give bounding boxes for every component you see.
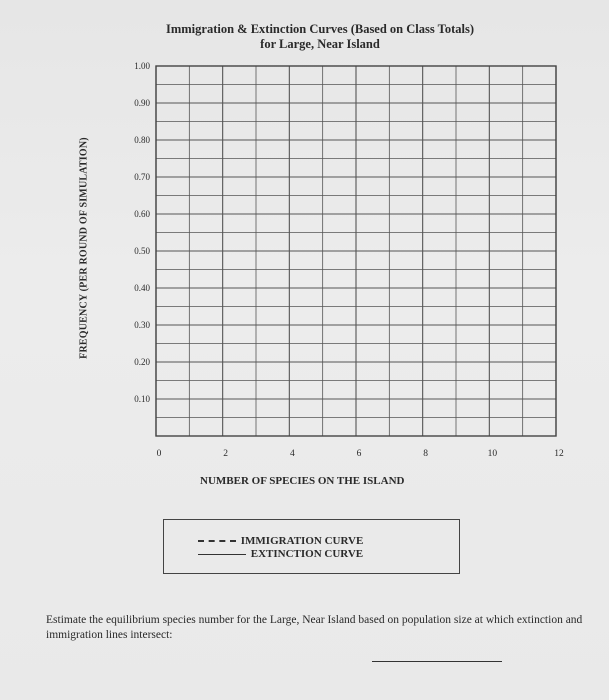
y-axis-label: FREQUENCY (PER ROUND OF SIMULATION) — [78, 137, 90, 359]
legend — [163, 519, 460, 574]
y-tick-label: 0.50 — [134, 246, 150, 256]
y-tick-label: 0.70 — [134, 172, 150, 182]
legend-extinction — [198, 548, 363, 560]
solid-line-icon — [198, 554, 246, 555]
legend-extinction-label: EXTINCTION CURVE — [250, 548, 364, 560]
x-tick-label: 12 — [554, 449, 564, 459]
x-tick-label: 2 — [223, 449, 229, 459]
x-tick-label: 8 — [423, 449, 429, 459]
x-tick-label: 10 — [487, 449, 498, 459]
chart-subtitle: for Large, Near Island — [260, 37, 380, 51]
question-text: Estimate the equilibrium species number for the Large, Near Island based on population size at which extinction and immigration lines intersect: — [46, 614, 583, 641]
x-axis-label: NUMBER OF SPECIES ON THE ISLAND — [200, 475, 405, 487]
y-tick-label: 0.30 — [134, 320, 150, 330]
x-tick-label: 0 — [156, 449, 162, 459]
y-tick-label: 0.40 — [134, 283, 150, 293]
dashed-line-icon — [198, 540, 236, 542]
legend-immigration-label: IMMIGRATION CURVE — [240, 535, 364, 547]
x-tick-label: 6 — [356, 449, 362, 459]
y-tick-label: 0.80 — [134, 135, 150, 145]
y-tick-label: 1.00 — [134, 61, 150, 71]
y-tick-label: 0.90 — [134, 98, 150, 108]
y-tick-label: 0.60 — [134, 209, 150, 219]
x-tick-label: 4 — [289, 449, 295, 459]
legend-immigration — [198, 535, 363, 547]
chart-title-line: Immigration & Extinction Curves (Based on Class Totals) — [165, 22, 474, 36]
y-tick-label: 0.10 — [134, 394, 150, 404]
answer-line[interactable] — [372, 661, 502, 662]
y-tick-label: 0.20 — [134, 357, 150, 367]
